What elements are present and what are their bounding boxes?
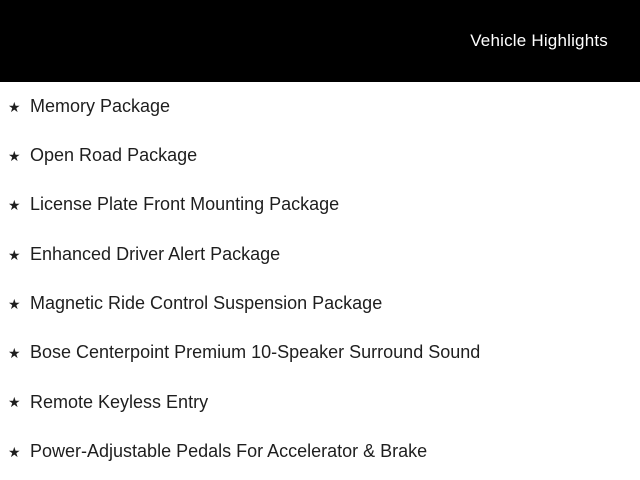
list-item <box>0 427 640 476</box>
star-icon: ★ <box>8 147 21 164</box>
highlight-label: Remote Keyless Entry <box>30 391 209 412</box>
highlight-label: Magnetic Ride Control Suspension Package <box>30 292 383 313</box>
star-icon: ★ <box>8 443 21 460</box>
star-icon: ★ <box>8 246 21 263</box>
highlight-label: License Plate Front Mounting Package <box>30 194 340 215</box>
highlight-label: Bose Centerpoint Premium 10-Speaker Surround Sound <box>30 342 481 363</box>
highlight-label: Power-Adjustable Pedals For Accelerator & Brake <box>30 440 428 461</box>
highlight-list <box>0 82 640 480</box>
list-item <box>0 131 640 180</box>
list-item <box>0 279 640 328</box>
list-item <box>0 378 640 427</box>
list-item <box>0 181 640 230</box>
list-item <box>0 82 640 131</box>
list-item <box>0 328 640 377</box>
highlight-label: Open Road Package <box>30 145 198 166</box>
star-icon: ★ <box>8 295 21 312</box>
list-item <box>0 230 640 279</box>
highlight-label: Enhanced Driver Alert Package <box>30 243 281 264</box>
page-title: Vehicle Highlights <box>470 31 608 50</box>
star-icon: ★ <box>8 98 21 115</box>
star-icon: ★ <box>8 345 21 362</box>
star-icon: ★ <box>8 394 21 411</box>
star-icon: ★ <box>8 197 21 214</box>
highlight-label: Memory Package <box>30 95 171 116</box>
header-bar <box>0 0 640 82</box>
